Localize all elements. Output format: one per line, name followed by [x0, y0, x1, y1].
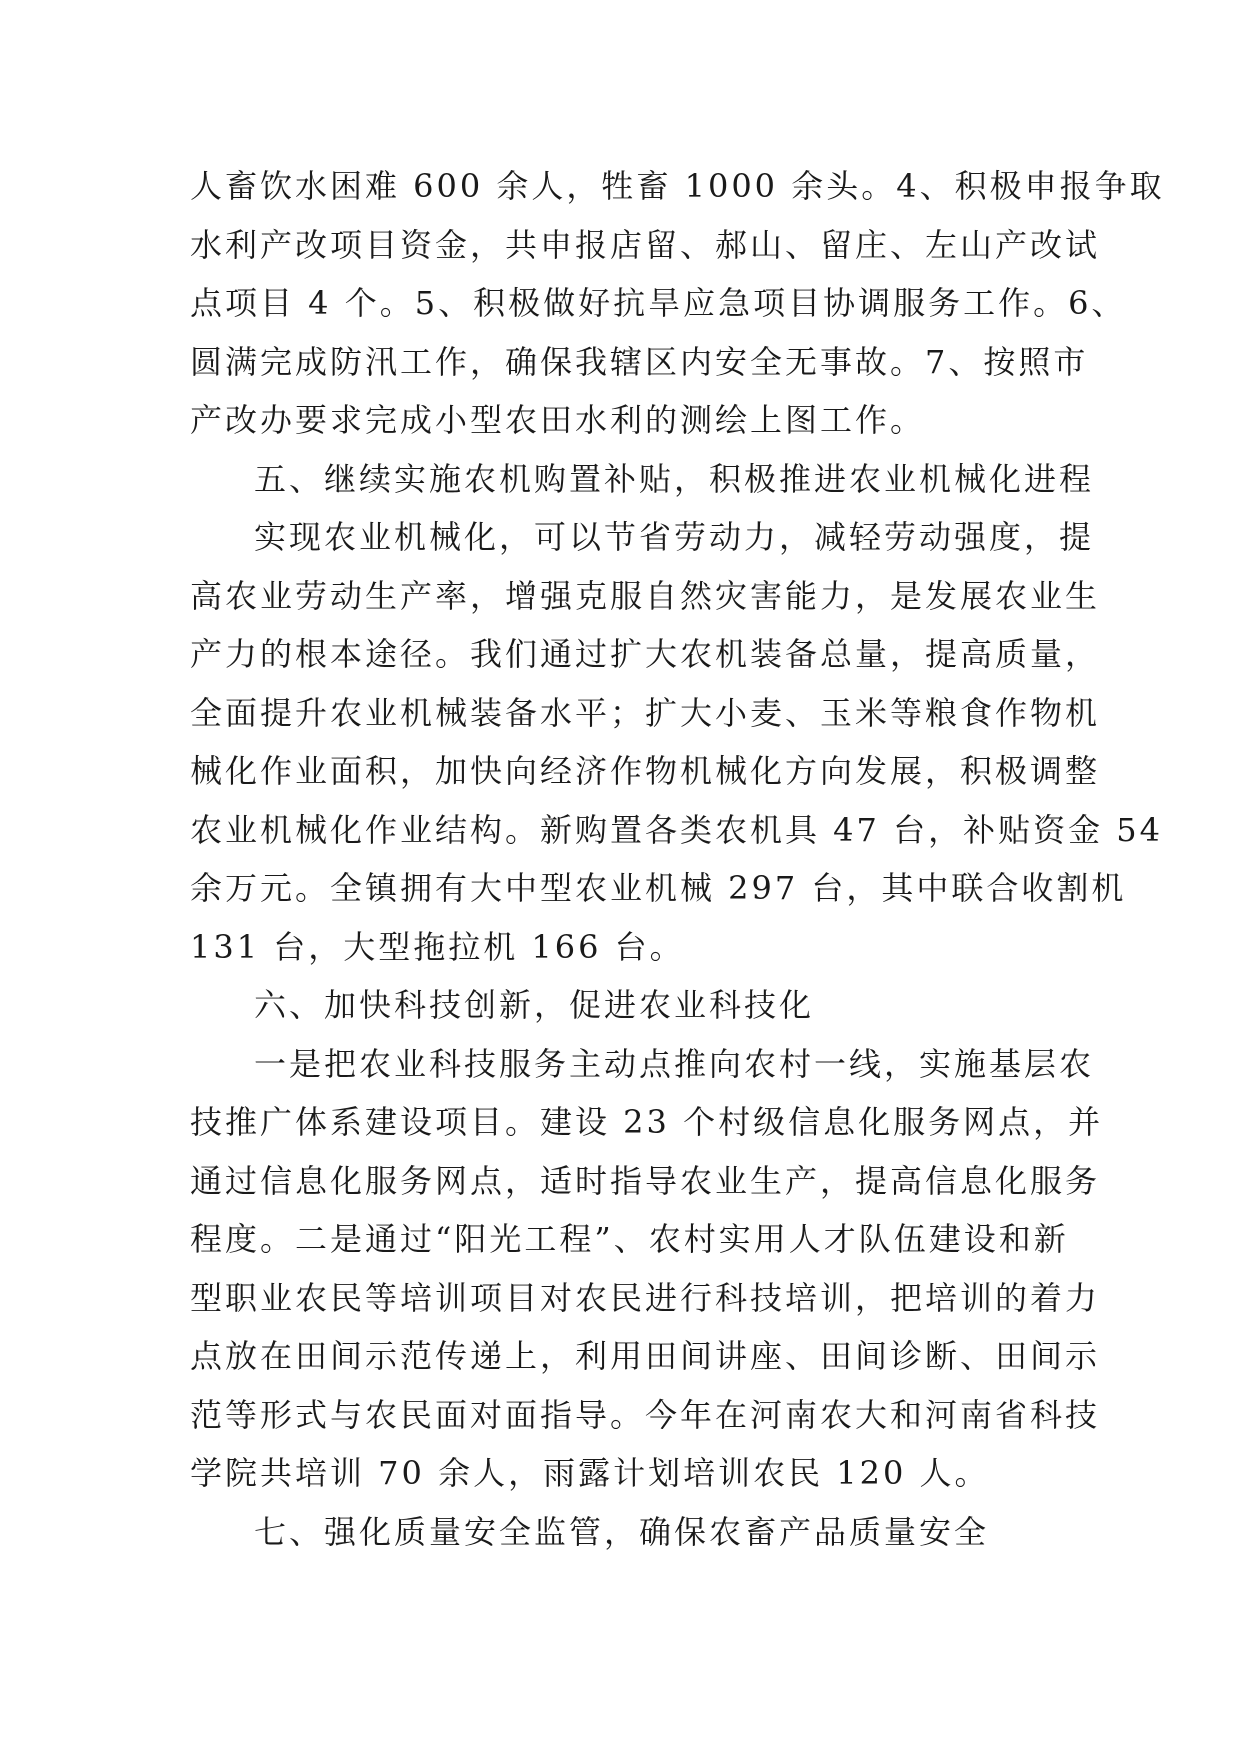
- text-line: 水利产改项目资金，共申报店留、郝山、留庄、左山产改试: [190, 225, 1101, 264]
- text-line: 七、强化质量安全监管，确保农畜产品质量安全: [254, 1512, 990, 1551]
- text-line: 产力的根本途径。我们通过扩大农机装备总量，提高质量，: [190, 635, 1101, 673]
- text-line: 通过信息化服务网点，适时指导农业生产，提高信息化服务: [190, 1161, 1101, 1200]
- document-body: [190, 157, 1165, 1561]
- text-line: 产改办要求完成小型农田水利的测绘上图工作。: [190, 401, 926, 439]
- text-line: 范等形式与农民面对面指导。今年在河南农大和河南省科技: [190, 1395, 1101, 1434]
- text-line: 六、加快科技创新，促进农业科技化: [254, 986, 815, 1024]
- text-line: 械化作业面积，加快向经济作物机械化方向发展，积极调整: [190, 752, 1101, 790]
- text-line: 余万元。全镇拥有大中型农业机械 297 台，其中联合收割机: [190, 869, 1127, 907]
- text-line: 学院共培训 70 余人，雨露计划培训农民 120 人。: [190, 1454, 990, 1492]
- text-line: 程度。二是通过“阳光工程”、农村实用人才队伍建设和新: [190, 1220, 1069, 1258]
- text-line: 技推广体系建设项目。建设 23 个村级信息化服务网点，并: [190, 1103, 1104, 1141]
- text-line: 全面提升农业机械装备水平；扩大小麦、玉米等粮食作物机: [190, 693, 1101, 732]
- text-line: 高农业劳动生产率，增强克服自然灾害能力，是发展农业生: [190, 576, 1101, 615]
- text-line: 人畜饮水困难 600 余人，牲畜 1000 余头。4、积极申报争取: [190, 167, 1165, 205]
- text-line: 一是把农业科技服务主动点推向农村一线，实施基层农: [254, 1044, 1095, 1083]
- text-line: 131 台，大型拖拉机 166 台。: [190, 927, 685, 966]
- text-line: 点放在田间示范传递上，利用田间讲座、田间诊断、田间示: [190, 1337, 1101, 1375]
- text-line: 五、继续实施农机购置补贴，积极推进农业机械化进程: [254, 459, 1095, 498]
- text-line: 实现农业机械化，可以节省劳动力，减轻劳动强度，提: [254, 518, 1095, 556]
- text-line: 农业机械化作业结构。新购置各类农机具 47 台，补贴资金 54: [190, 810, 1163, 849]
- text-line: 型职业农民等培训项目对农民进行科技培训，把培训的着力: [190, 1278, 1101, 1317]
- text-line: 圆满完成防汛工作，确保我辖区内安全无事故。7、按照市: [190, 342, 1089, 381]
- text-line: 点项目 4 个。5、积极做好抗旱应急项目协调服务工作。6、: [190, 284, 1127, 322]
